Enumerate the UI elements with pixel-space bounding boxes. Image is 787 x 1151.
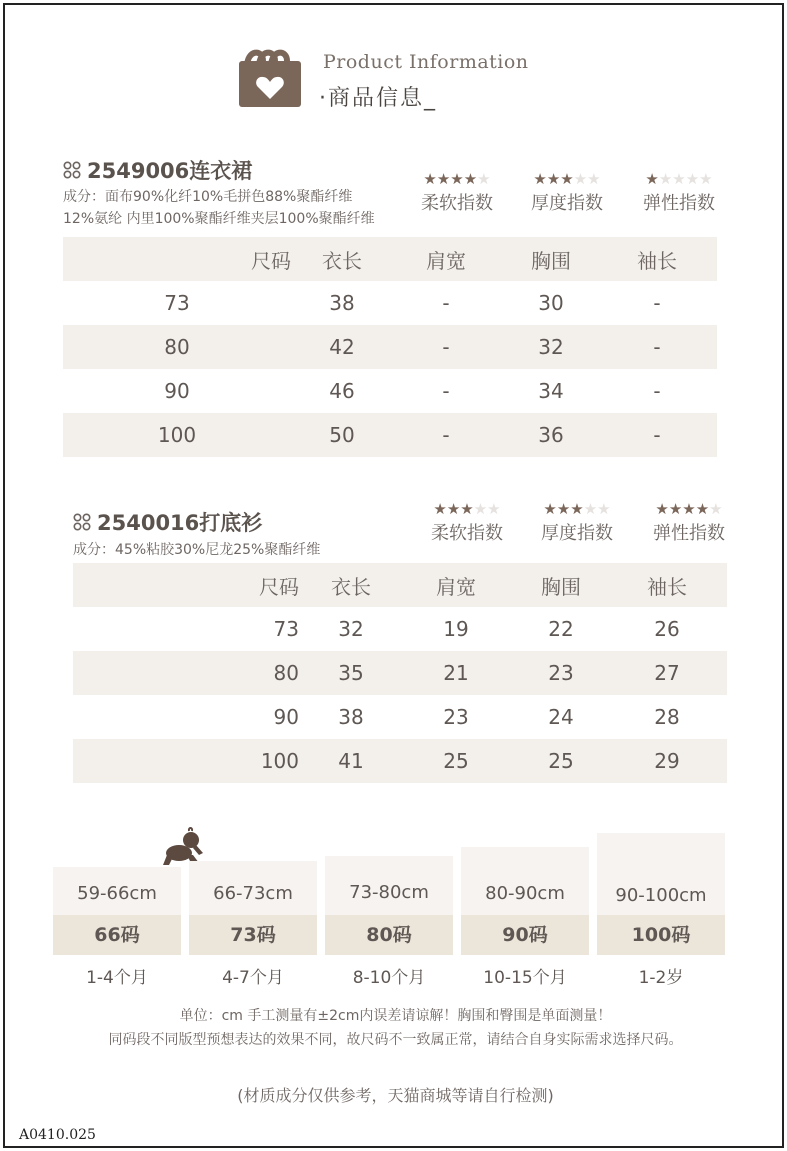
star-empty-icon: ★ bbox=[672, 170, 686, 188]
size-step bbox=[53, 867, 181, 955]
table-cell: 80 bbox=[73, 651, 299, 695]
product-title bbox=[73, 507, 262, 537]
table-header-cell: 袖长 bbox=[603, 237, 711, 281]
note-line: (材质成分仅供参考，天猫商城等请自行检测) bbox=[237, 1086, 554, 1105]
material-line: 12%氨纶 内里100%聚酯纤维夹层100%聚酯纤维 bbox=[63, 211, 375, 227]
star-filled-icon: ★ bbox=[533, 170, 547, 188]
table-row bbox=[73, 651, 727, 695]
table-row bbox=[73, 739, 727, 783]
table-filler bbox=[721, 651, 727, 695]
table-header-cell: 袖长 bbox=[613, 563, 721, 607]
table-cell: 42 bbox=[291, 325, 393, 369]
table-row bbox=[63, 413, 717, 457]
star-rating bbox=[419, 501, 515, 517]
table-cell: 36 bbox=[499, 413, 603, 457]
table-filler bbox=[711, 281, 717, 325]
table-cell: 90 bbox=[164, 379, 190, 403]
table-header-row bbox=[73, 563, 727, 607]
table-filler bbox=[711, 325, 717, 369]
age-label: 1-4个月 bbox=[86, 968, 148, 988]
material-line: 成分：45%粘胶30%尼龙25%聚酯纤维 bbox=[73, 542, 321, 558]
table-header-cell: 衣长 bbox=[299, 563, 403, 607]
star-rating bbox=[631, 171, 727, 187]
table-cell: 90 bbox=[273, 705, 299, 729]
image-code: A0410.025 bbox=[19, 1127, 96, 1143]
step-code: 73码 bbox=[189, 915, 317, 955]
star-filled-icon: ★ bbox=[560, 170, 574, 188]
index-label: 弹性指数 bbox=[653, 523, 725, 544]
star-empty-icon: ★ bbox=[658, 170, 673, 188]
table-cell: 23 bbox=[509, 651, 613, 695]
index-label: 柔软指数 bbox=[431, 523, 503, 544]
table-cell: 34 bbox=[538, 379, 564, 403]
step-range: 73-80cm bbox=[349, 882, 429, 903]
material-text bbox=[73, 539, 320, 561]
table-cell: 25 bbox=[509, 739, 613, 783]
grid-icon bbox=[73, 513, 91, 531]
table-cell: 27 bbox=[613, 651, 721, 695]
star-filled-icon: ★ bbox=[695, 500, 710, 518]
star-rating bbox=[409, 171, 505, 187]
star-empty-icon: ★ bbox=[583, 500, 598, 518]
table-cell: 46 bbox=[329, 379, 355, 403]
star-filled-icon: ★ bbox=[682, 500, 696, 518]
star-filled-icon: ★ bbox=[450, 170, 464, 188]
table-header-cell: 肩宽 bbox=[393, 237, 499, 281]
note-line: 单位：cm 手工测量有±2cm内误差请谅解！胸围和臀围是单面测量！ bbox=[179, 1008, 612, 1024]
star-filled-icon: ★ bbox=[570, 500, 584, 518]
table-row bbox=[63, 281, 717, 325]
star-filled-icon: ★ bbox=[446, 500, 461, 518]
step-code: 66码 bbox=[53, 915, 181, 955]
table-cell: 29 bbox=[613, 739, 721, 783]
material-text bbox=[63, 186, 375, 230]
table-cell: 80 bbox=[63, 325, 291, 369]
size-step bbox=[461, 847, 589, 955]
shopping-bag-heart-icon bbox=[237, 45, 303, 109]
index-label: 柔软指数 bbox=[421, 193, 493, 214]
table-cell: 100 bbox=[73, 739, 299, 783]
star-filled-icon: ★ bbox=[655, 500, 669, 518]
table-filler bbox=[711, 413, 717, 457]
star-empty-icon: ★ bbox=[587, 170, 601, 188]
table-cell: 30 bbox=[538, 291, 564, 315]
table-header-cell: 尺码 bbox=[63, 237, 291, 281]
step-code: 90码 bbox=[461, 915, 589, 955]
star-empty-icon: ★ bbox=[487, 500, 501, 518]
table-filler bbox=[711, 369, 717, 413]
index-softness bbox=[409, 171, 505, 215]
star-filled-icon: ★ bbox=[433, 500, 447, 518]
star-empty-icon: ★ bbox=[699, 170, 713, 188]
product-title-text: 2540016打底衫 bbox=[97, 511, 263, 535]
index-elasticity bbox=[631, 171, 727, 215]
star-filled-icon: ★ bbox=[423, 170, 437, 188]
grid-icon bbox=[63, 161, 81, 179]
size-step bbox=[189, 861, 317, 955]
table-cell: - bbox=[442, 379, 450, 403]
table-cell: 38 bbox=[329, 291, 355, 315]
step-range: 59-66cm bbox=[77, 883, 157, 904]
table-filler bbox=[711, 237, 717, 281]
table-header-cell: 衣长 bbox=[291, 237, 393, 281]
size-step bbox=[325, 856, 453, 955]
table-cell: 22 bbox=[548, 617, 574, 641]
index-label: 弹性指数 bbox=[643, 193, 715, 214]
age-label: 1-2岁 bbox=[638, 968, 684, 988]
table-filler bbox=[721, 739, 727, 783]
step-range: 66-73cm bbox=[213, 883, 293, 904]
star-filled-icon: ★ bbox=[668, 500, 683, 518]
star-empty-icon: ★ bbox=[477, 170, 491, 188]
star-filled-icon: ★ bbox=[543, 500, 557, 518]
table-cell: 41 bbox=[299, 739, 403, 783]
index-thickness bbox=[529, 501, 625, 545]
table-filler bbox=[721, 563, 727, 607]
table-header-cell: 胸围 bbox=[499, 237, 603, 281]
step-code: 80码 bbox=[325, 915, 453, 955]
note-line: 同码段不同版型预想表达的效果不同，故尺码不一致属正常，请结合自身实际需求选择尺码。 bbox=[108, 1032, 683, 1048]
step-code: 100码 bbox=[597, 915, 725, 955]
index-label: 厚度指数 bbox=[531, 193, 603, 214]
table-cell: 21 bbox=[403, 651, 509, 695]
age-label: 8-10个月 bbox=[352, 968, 426, 988]
table-cell: 35 bbox=[299, 651, 403, 695]
star-filled-icon: ★ bbox=[546, 170, 561, 188]
table-row bbox=[63, 325, 717, 369]
table-cell: 19 bbox=[443, 617, 469, 641]
step-range: 90-100cm bbox=[615, 885, 707, 906]
table-cell: 23 bbox=[443, 705, 469, 729]
star-empty-icon: ★ bbox=[573, 170, 588, 188]
star-rating bbox=[529, 501, 625, 517]
table-cell: 50 bbox=[291, 413, 393, 457]
header-title-en: Product Information bbox=[323, 51, 529, 73]
age-label: 10-15个月 bbox=[483, 968, 567, 988]
table-cell: - bbox=[603, 413, 711, 457]
index-thickness bbox=[519, 171, 615, 215]
table-cell: - bbox=[653, 291, 661, 315]
star-filled-icon: ★ bbox=[463, 170, 478, 188]
star-rating bbox=[519, 171, 615, 187]
table-row bbox=[73, 695, 727, 739]
star-filled-icon: ★ bbox=[645, 170, 659, 188]
star-filled-icon: ★ bbox=[436, 170, 451, 188]
table-cell: - bbox=[393, 325, 499, 369]
size-step bbox=[597, 833, 725, 955]
index-label: 厚度指数 bbox=[541, 523, 613, 544]
table-header-cell: 胸围 bbox=[509, 563, 613, 607]
table-cell: - bbox=[393, 413, 499, 457]
product-title bbox=[63, 155, 252, 185]
table-cell: 100 bbox=[63, 413, 291, 457]
star-empty-icon: ★ bbox=[709, 500, 723, 518]
table-cell: 73 bbox=[273, 617, 299, 641]
star-rating bbox=[641, 501, 737, 517]
material-line: 成分：面布90%化纤10%毛拼色88%聚酯纤维 bbox=[63, 189, 353, 205]
table-cell: 32 bbox=[338, 617, 364, 641]
header-title-cn: ·商品信息_ bbox=[319, 86, 437, 111]
table-cell: 32 bbox=[499, 325, 603, 369]
star-empty-icon: ★ bbox=[685, 170, 700, 188]
table-cell: 24 bbox=[548, 705, 574, 729]
table-cell: - bbox=[653, 379, 661, 403]
star-empty-icon: ★ bbox=[473, 500, 488, 518]
star-filled-icon: ★ bbox=[556, 500, 571, 518]
page-frame bbox=[3, 3, 784, 1148]
table-row bbox=[63, 369, 717, 413]
table-cell: 26 bbox=[654, 617, 680, 641]
table-cell: 38 bbox=[338, 705, 364, 729]
table-header-row bbox=[63, 237, 717, 281]
table-header-cell: 肩宽 bbox=[403, 563, 509, 607]
table-cell: - bbox=[603, 325, 711, 369]
age-label: 4-7个月 bbox=[222, 968, 284, 988]
table-cell: 73 bbox=[164, 291, 190, 315]
size-table bbox=[63, 237, 717, 457]
table-cell: - bbox=[442, 291, 450, 315]
step-range: 80-90cm bbox=[485, 883, 565, 904]
index-softness bbox=[419, 501, 515, 545]
table-filler bbox=[721, 607, 727, 651]
product-title-text: 2549006连衣裙 bbox=[87, 159, 253, 183]
table-cell: 28 bbox=[654, 705, 680, 729]
table-row bbox=[73, 607, 727, 651]
star-filled-icon: ★ bbox=[460, 500, 474, 518]
index-elasticity bbox=[641, 501, 737, 545]
star-empty-icon: ★ bbox=[597, 500, 611, 518]
table-cell: 25 bbox=[403, 739, 509, 783]
size-table bbox=[73, 563, 727, 783]
table-header-cell: 尺码 bbox=[73, 563, 299, 607]
table-filler bbox=[721, 695, 727, 739]
